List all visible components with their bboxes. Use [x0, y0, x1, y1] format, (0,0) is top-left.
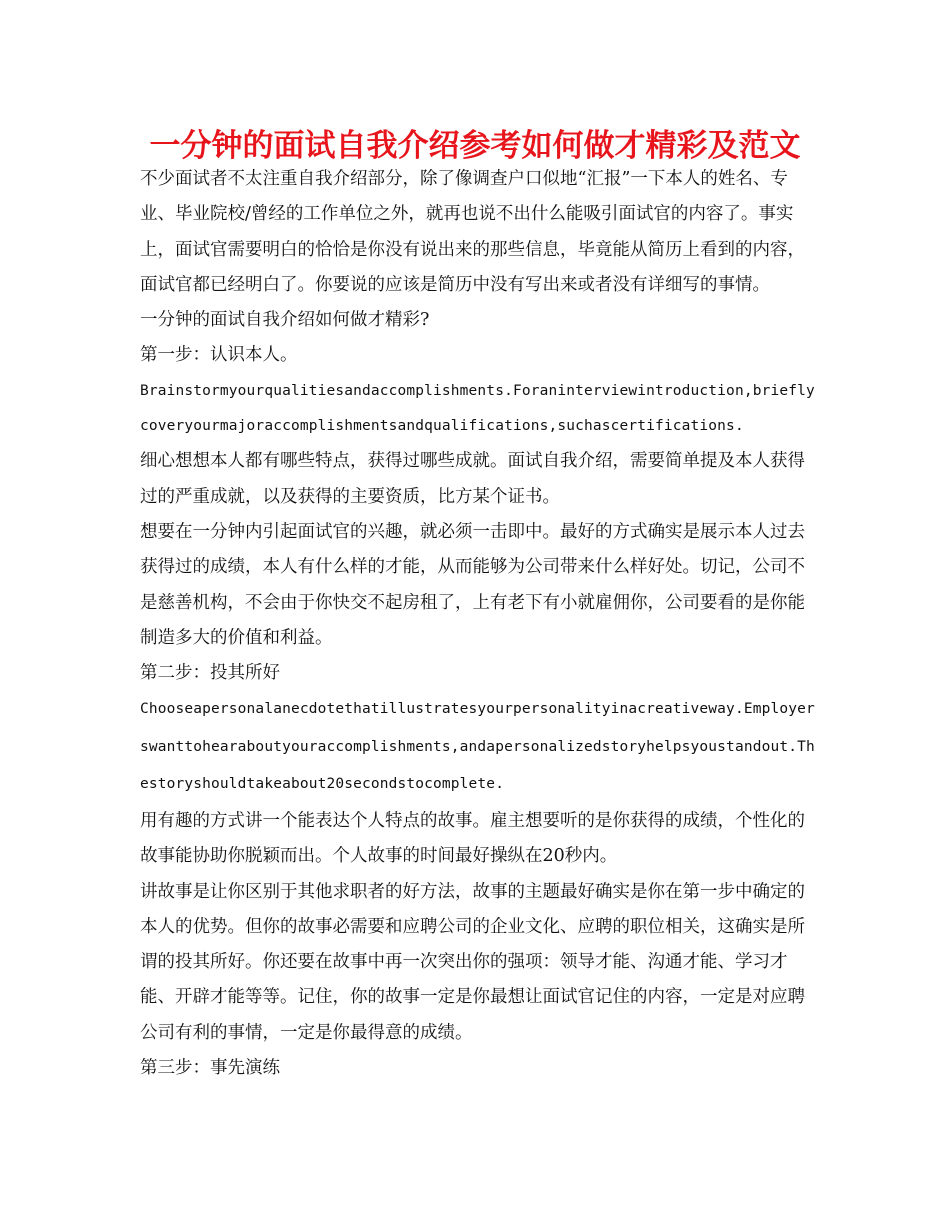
step-one-heading: 第一步：认识本人。	[140, 345, 298, 366]
step-one-detail-paragraph: 想要在一分钟内引起面试官的兴趣，就必须一击即中。最好的方式确实是展示本人过去获得过的成绩，本人有什么样的才能，从而能够为公司带来什么样好处。切记，公司不是慈善机构，不会由于你快交不起房租了，上有老下有小就雇佣你，公司要看的是你能制造多大的价值和利益。	[140, 521, 805, 648]
intro-paragraph: 不少面试者不太注重自我介绍部分，除了像调查户口似地“汇报”一下本人的姓名、专业、毕业院校/曾经的工作单位之外，就再也说不出什么能吸引面试官的内容了。事实上，面试官需要明白的恰恰是你没有说出来的那些信息，毕竟能从简历上看到的内容，面试官都已经明白了。你要说的应该是简历中没有写出来或者没有详细写的事情。	[140, 169, 805, 295]
step-two-detail-paragraph: 讲故事是让你区别于其他求职者的好方法，故事的主题最好确实是你在第一步中确定的本人的优势。但你的故事必需要和应聘公司的企业文化、应聘的职位相关，这确实是所谓的投其所好。你还要在故事中再一次突出你的强项：领导才能、沟通才能、学习才能、开辟才能等等。记住，你的故事一定是你最想让面试官记住的内容，一定是对应聘公司有利的事情，一定是你最得意的成绩。	[140, 881, 805, 1043]
step-two-english-paragraph: Chooseapersonalanecdotethatillustratesyourpersonalityinacreativeway.Employerswanttohearaboutyouraccomplishments,andapersonalizedstoryhelpsyoustandout.Thestoryshouldtakeabout20secondstocomplete.	[140, 701, 815, 793]
step-two-chinese-paragraph: 用有趣的方式讲一个能表达个人特点的故事。雇主想要听的是你获得的成绩，个性化的故事能协助你脱颖而出。个人故事的时间最好操纵在20秒内。	[140, 810, 805, 867]
step-one-english-paragraph: Brainstormyourqualitiesandaccomplishments.Foraninterviewintroduction,brieflycoveryourmajoraccomplishmentsandqualifications,suchascertifications.	[140, 382, 815, 435]
document-body	[140, 162, 820, 1086]
step-three-heading: 第三步：事先演练	[140, 1058, 280, 1079]
step-two-heading: 第二步：投其所好	[140, 663, 280, 684]
step-one-chinese-paragraph: 细心想想本人都有哪些特点，获得过哪些成就。面试自我介绍，需要简单提及本人获得过的严重成就，以及获得的主要资质，比方某个证书。	[140, 451, 805, 507]
document-title: 一分钟的面试自我介绍参考如何做才精彩及范文	[149, 128, 801, 164]
section-heading-question: 一分钟的面试自我介绍如何做才精彩?	[140, 310, 430, 331]
